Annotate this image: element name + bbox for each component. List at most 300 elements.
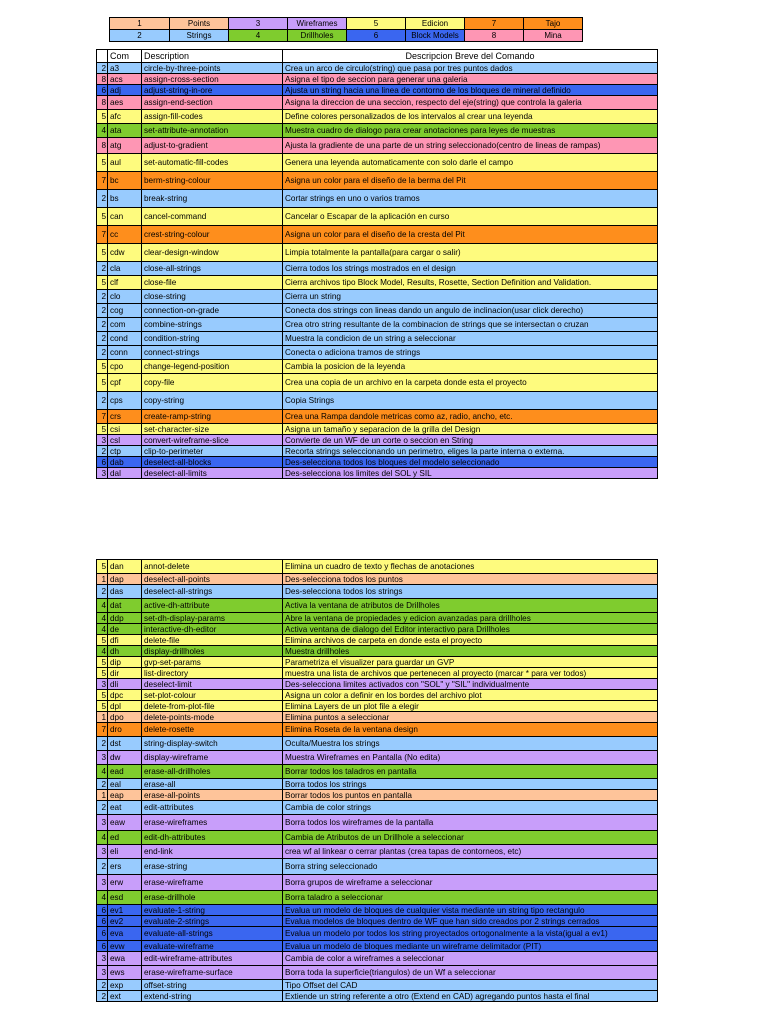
command-description: Borrar todos los taladros en pantalla bbox=[283, 765, 658, 779]
command-code: dli bbox=[108, 679, 142, 690]
commands-table-1 bbox=[96, 49, 658, 479]
command-name: crest-string-colour bbox=[142, 226, 283, 244]
header-description: Description bbox=[142, 50, 283, 63]
table-row bbox=[97, 468, 658, 479]
row-number: 2 bbox=[97, 304, 108, 318]
command-name: erase-wireframe-surface bbox=[142, 966, 283, 980]
legend-cell: 1 bbox=[110, 18, 170, 30]
command-code: cog bbox=[108, 304, 142, 318]
table-row bbox=[97, 585, 658, 599]
row-number: 5 bbox=[97, 424, 108, 435]
command-name: close-string bbox=[142, 290, 283, 304]
row-number: 5 bbox=[97, 154, 108, 172]
legend-cell: 3 bbox=[229, 18, 288, 30]
command-name: berm-string-colour bbox=[142, 172, 283, 190]
command-description: Asigna un color para el diseño de la cresta del Pit bbox=[283, 226, 658, 244]
command-code: com bbox=[108, 318, 142, 332]
legend-cell: 7 bbox=[465, 18, 524, 30]
legend-cell: 2 bbox=[110, 30, 170, 42]
row-number: 3 bbox=[97, 952, 108, 966]
command-code: dpo bbox=[108, 712, 142, 723]
table-row bbox=[97, 790, 658, 801]
command-code: aes bbox=[108, 96, 142, 110]
command-code: ctp bbox=[108, 446, 142, 457]
command-description: Borrar todos los puntos en pantalla bbox=[283, 790, 658, 801]
command-name: close-all-strings bbox=[142, 262, 283, 276]
table-row bbox=[97, 712, 658, 723]
command-description: Cambia la posicion de la leyenda bbox=[283, 360, 658, 374]
command-description: Cambia de Atributos de un Drillhole a seleccionar bbox=[283, 831, 658, 845]
command-description: Abre la ventana de propiedades y edicion avanzadas para drillholes bbox=[283, 613, 658, 624]
header-spanish-description: Descripcion Breve del Comando bbox=[283, 50, 658, 63]
command-description: Elimina Layers de un plot file a elegir bbox=[283, 701, 658, 712]
command-description: Elimina puntos a seleccionar bbox=[283, 712, 658, 723]
command-code: eal bbox=[108, 779, 142, 790]
command-description: Cierra archivos tipo Block Model, Results, Rosette, Section Definition and Validation. bbox=[283, 276, 658, 290]
header-com: Com bbox=[108, 50, 142, 63]
row-number: 4 bbox=[97, 831, 108, 845]
row-number: 2 bbox=[97, 346, 108, 360]
command-code: dap bbox=[108, 574, 142, 585]
command-code: cpf bbox=[108, 374, 142, 392]
legend-row bbox=[110, 30, 583, 42]
command-code: dat bbox=[108, 599, 142, 613]
command-name: display-wireframe bbox=[142, 751, 283, 765]
command-name: delete-points-mode bbox=[142, 712, 283, 723]
command-name: change-legend-position bbox=[142, 360, 283, 374]
table-row bbox=[97, 966, 658, 980]
command-code: dw bbox=[108, 751, 142, 765]
command-description: Des-selecciona todos los puntos bbox=[283, 574, 658, 585]
table-row bbox=[97, 124, 658, 138]
command-description: Crea una copia de un archivo en la carpeta donde esta el proyecto bbox=[283, 374, 658, 392]
command-code: csi bbox=[108, 424, 142, 435]
commands-table-2 bbox=[96, 559, 658, 1002]
table-row bbox=[97, 276, 658, 290]
row-number: 1 bbox=[97, 790, 108, 801]
command-code: esd bbox=[108, 891, 142, 905]
row-number: 8 bbox=[97, 96, 108, 110]
table-row bbox=[97, 815, 658, 831]
command-description: Borra string seleccionado bbox=[283, 859, 658, 875]
command-description: Evalua un modelo de bloques mediante un wireframe delimitador (PIT) bbox=[283, 941, 658, 952]
command-code: dan bbox=[108, 560, 142, 574]
command-name: edit-wireframe-attributes bbox=[142, 952, 283, 966]
command-description: Limpia totalmente la pantalla(para cargar o salir) bbox=[283, 244, 658, 262]
command-name: delete-from-plot-file bbox=[142, 701, 283, 712]
row-number: 5 bbox=[97, 374, 108, 392]
command-description: Activa la ventana de atributos de Drillholes bbox=[283, 599, 658, 613]
command-name: set-attribute-annotation bbox=[142, 124, 283, 138]
table-row bbox=[97, 74, 658, 85]
row-number: 3 bbox=[97, 815, 108, 831]
command-name: deselect-limit bbox=[142, 679, 283, 690]
command-name: active-dh-attribute bbox=[142, 599, 283, 613]
command-name: set-dh-display-params bbox=[142, 613, 283, 624]
table-row bbox=[97, 679, 658, 690]
legend-row bbox=[110, 18, 583, 30]
command-code: dab bbox=[108, 457, 142, 468]
command-description: Muestra Wireframes en Pantalla (No edita) bbox=[283, 751, 658, 765]
command-description: Conecta dos strings con lineas dando un angulo de inclinacion(usar click derecho) bbox=[283, 304, 658, 318]
row-number: 8 bbox=[97, 74, 108, 85]
command-description: Asigna un tamaño y separacion de la grilla del Design bbox=[283, 424, 658, 435]
command-code: ev1 bbox=[108, 905, 142, 916]
table-row bbox=[97, 845, 658, 859]
command-code: clo bbox=[108, 290, 142, 304]
legend-cell: Edicion bbox=[406, 18, 465, 30]
command-code: dro bbox=[108, 723, 142, 737]
row-number: 6 bbox=[97, 905, 108, 916]
table-row bbox=[97, 657, 658, 668]
command-name: circle-by-three-points bbox=[142, 63, 283, 74]
command-name: erase-all bbox=[142, 779, 283, 790]
row-number: 4 bbox=[97, 765, 108, 779]
table-row bbox=[97, 154, 658, 172]
command-description: Des-selecciona todos los bloques del modelo seleccionado bbox=[283, 457, 658, 468]
command-description: Elimina un cuadro de texto y flechas de anotaciones bbox=[283, 560, 658, 574]
command-description: Activa ventana de dialogo del Editor interactivo para Drillholes bbox=[283, 624, 658, 635]
table-row bbox=[97, 374, 658, 392]
table-row bbox=[97, 613, 658, 624]
table-row bbox=[97, 723, 658, 737]
row-number: 5 bbox=[97, 208, 108, 226]
table-row bbox=[97, 190, 658, 208]
command-code: ev2 bbox=[108, 916, 142, 927]
row-number: 4 bbox=[97, 891, 108, 905]
command-description: Asigna un color para el diseño de la berma del Pit bbox=[283, 172, 658, 190]
row-number: 2 bbox=[97, 318, 108, 332]
row-number: 2 bbox=[97, 290, 108, 304]
table-row bbox=[97, 392, 658, 410]
command-description: Des-selecciona todos los strings bbox=[283, 585, 658, 599]
table-row bbox=[97, 941, 658, 952]
command-code: dh bbox=[108, 646, 142, 657]
command-code: atg bbox=[108, 138, 142, 154]
command-name: deselect-all-blocks bbox=[142, 457, 283, 468]
row-number: 5 bbox=[97, 657, 108, 668]
row-number: 7 bbox=[97, 723, 108, 737]
command-name: copy-string bbox=[142, 392, 283, 410]
table-row bbox=[97, 690, 658, 701]
table-row bbox=[97, 779, 658, 790]
command-code: eva bbox=[108, 927, 142, 941]
table-row bbox=[97, 262, 658, 276]
command-description: Cambia de color strings bbox=[283, 801, 658, 815]
command-description: Evalua un modelo de bloques de cualquier vista mediante un string tipo rectangulo bbox=[283, 905, 658, 916]
command-name: adjust-to-gradient bbox=[142, 138, 283, 154]
table-row bbox=[97, 226, 658, 244]
command-name: erase-wireframes bbox=[142, 815, 283, 831]
table-row bbox=[97, 801, 658, 815]
command-name: convert-wireframe-slice bbox=[142, 435, 283, 446]
command-description: Crea otro string resultante de la combinacion de strings que se intersectan o cruzan bbox=[283, 318, 658, 332]
row-number: 4 bbox=[97, 646, 108, 657]
command-code: eat bbox=[108, 801, 142, 815]
legend-cell: Mina bbox=[524, 30, 583, 42]
table-row bbox=[97, 96, 658, 110]
command-code: ewa bbox=[108, 952, 142, 966]
row-number: 5 bbox=[97, 244, 108, 262]
command-code: eaw bbox=[108, 815, 142, 831]
command-code: ews bbox=[108, 966, 142, 980]
row-number: 3 bbox=[97, 845, 108, 859]
row-number: 2 bbox=[97, 63, 108, 74]
row-number: 3 bbox=[97, 875, 108, 891]
table-row bbox=[97, 905, 658, 916]
command-name: close-file bbox=[142, 276, 283, 290]
command-code: dal bbox=[108, 468, 142, 479]
command-description: Define colores personalizados de los intervalos al crear una leyenda bbox=[283, 110, 658, 124]
command-name: assign-end-section bbox=[142, 96, 283, 110]
command-code: ext bbox=[108, 991, 142, 1002]
table-row bbox=[97, 991, 658, 1002]
command-description: Genera una leyenda automaticamente con solo darle el campo bbox=[283, 154, 658, 172]
command-description: Cancelar o Escapar de la aplicación en curso bbox=[283, 208, 658, 226]
table-row bbox=[97, 346, 658, 360]
command-name: delete-file bbox=[142, 635, 283, 646]
row-number: 3 bbox=[97, 435, 108, 446]
command-description: Copia Strings bbox=[283, 392, 658, 410]
table-row bbox=[97, 927, 658, 941]
command-code: cla bbox=[108, 262, 142, 276]
command-code: cond bbox=[108, 332, 142, 346]
command-code: ddp bbox=[108, 613, 142, 624]
command-name: combine-strings bbox=[142, 318, 283, 332]
command-code: aul bbox=[108, 154, 142, 172]
table-row bbox=[97, 138, 658, 154]
command-description: Ajusta la gradiente de una parte de un string seleccionado(centro de lineas de rampas) bbox=[283, 138, 658, 154]
row-number: 3 bbox=[97, 679, 108, 690]
table-row bbox=[97, 635, 658, 646]
command-name: erase-string bbox=[142, 859, 283, 875]
command-code: afc bbox=[108, 110, 142, 124]
row-number: 4 bbox=[97, 613, 108, 624]
command-description: Asigna el tipo de seccion para generar una galeria bbox=[283, 74, 658, 85]
command-name: erase-drillhole bbox=[142, 891, 283, 905]
table-row bbox=[97, 831, 658, 845]
table-row bbox=[97, 599, 658, 613]
row-number: 7 bbox=[97, 410, 108, 424]
table-row bbox=[97, 875, 658, 891]
table-row bbox=[97, 916, 658, 927]
row-number: 1 bbox=[97, 574, 108, 585]
command-description: Crea un arco de circulo(string) que pasa por tres puntos dados bbox=[283, 63, 658, 74]
legend-cell: 4 bbox=[229, 30, 288, 42]
row-number: 4 bbox=[97, 124, 108, 138]
table-row bbox=[97, 244, 658, 262]
command-code: dst bbox=[108, 737, 142, 751]
command-code: cc bbox=[108, 226, 142, 244]
command-name: erase-wireframe bbox=[142, 875, 283, 891]
table-row bbox=[97, 318, 658, 332]
legend-cell: Drillholes bbox=[288, 30, 347, 42]
command-code: adj bbox=[108, 85, 142, 96]
command-code: acs bbox=[108, 74, 142, 85]
command-name: evaluate-all-strings bbox=[142, 927, 283, 941]
legend-cell: 6 bbox=[347, 30, 406, 42]
legend-cell: Points bbox=[170, 18, 229, 30]
command-name: evaluate-1-string bbox=[142, 905, 283, 916]
row-number: 2 bbox=[97, 991, 108, 1002]
command-code: ata bbox=[108, 124, 142, 138]
command-description: Cierra un string bbox=[283, 290, 658, 304]
row-number: 2 bbox=[97, 262, 108, 276]
row-number: 3 bbox=[97, 751, 108, 765]
command-code: cpo bbox=[108, 360, 142, 374]
command-name: break-string bbox=[142, 190, 283, 208]
command-description: Evalua un modelo por todos los string proyectados ortogonalmente a la vista(igual a ev1) bbox=[283, 927, 658, 941]
row-number: 1 bbox=[97, 712, 108, 723]
table-row bbox=[97, 290, 658, 304]
command-code: ed bbox=[108, 831, 142, 845]
command-description: Des-selecciona los limites del SOL y SIL bbox=[283, 468, 658, 479]
command-description: Borra taladro a seleccionar bbox=[283, 891, 658, 905]
table-row bbox=[97, 668, 658, 679]
command-name: deselect-all-strings bbox=[142, 585, 283, 599]
command-name: end-link bbox=[142, 845, 283, 859]
command-name: set-character-size bbox=[142, 424, 283, 435]
legend-cell: Strings bbox=[170, 30, 229, 42]
row-number: 4 bbox=[97, 599, 108, 613]
table-row bbox=[97, 360, 658, 374]
command-description: Asigna la direccion de una seccion, respecto del eje(string) que controla la galeria bbox=[283, 96, 658, 110]
command-description: Borra grupos de wireframe a seleccionar bbox=[283, 875, 658, 891]
legend-cell: 8 bbox=[465, 30, 524, 42]
command-description: Muestra cuadro de dialogo para crear anotaciones para leyes de muestras bbox=[283, 124, 658, 138]
table-row bbox=[97, 701, 658, 712]
command-description: Elimina Roseta de la ventana design bbox=[283, 723, 658, 737]
row-number: 3 bbox=[97, 468, 108, 479]
table-row bbox=[97, 859, 658, 875]
row-number: 5 bbox=[97, 560, 108, 574]
command-description: Convierte de un WF de un corte o seccion en String bbox=[283, 435, 658, 446]
command-code: dpc bbox=[108, 690, 142, 701]
command-code: a3 bbox=[108, 63, 142, 74]
command-name: gvp-set-params bbox=[142, 657, 283, 668]
command-name: interactive-dh-editor bbox=[142, 624, 283, 635]
command-name: erase-all-points bbox=[142, 790, 283, 801]
table-row bbox=[97, 980, 658, 991]
table-row bbox=[97, 765, 658, 779]
command-name: extend-string bbox=[142, 991, 283, 1002]
legend-cell: Block Models bbox=[406, 30, 465, 42]
command-name: evaluate-2-strings bbox=[142, 916, 283, 927]
command-description: Borra todos los strings bbox=[283, 779, 658, 790]
command-code: cps bbox=[108, 392, 142, 410]
command-name: set-automatic-fill-codes bbox=[142, 154, 283, 172]
command-code: bs bbox=[108, 190, 142, 208]
command-description: Asigna un color a definir en los bordes del archivo plot bbox=[283, 690, 658, 701]
row-number: 6 bbox=[97, 85, 108, 96]
command-code: conn bbox=[108, 346, 142, 360]
command-name: connect-strings bbox=[142, 346, 283, 360]
row-number: 5 bbox=[97, 360, 108, 374]
command-name: edit-dh-attributes bbox=[142, 831, 283, 845]
command-description: Parametriza el visualizer para guardar un GVP bbox=[283, 657, 658, 668]
command-description: Cierra todos los strings mostrados en el design bbox=[283, 262, 658, 276]
command-description: Cambia de color a wireframes a seleccionar bbox=[283, 952, 658, 966]
command-description: Ajusta un string hacia una linea de contorno de los bloques de mineral definido bbox=[283, 85, 658, 96]
table-row bbox=[97, 560, 658, 574]
table-row bbox=[97, 424, 658, 435]
command-description: Oculta/Muestra los strings bbox=[283, 737, 658, 751]
command-code: dip bbox=[108, 657, 142, 668]
row-number: 7 bbox=[97, 172, 108, 190]
command-code: de bbox=[108, 624, 142, 635]
command-name: deselect-all-limits bbox=[142, 468, 283, 479]
command-code: evw bbox=[108, 941, 142, 952]
command-description: Des-selecciona limites activados con "SOL" y "SIL" individualmente bbox=[283, 679, 658, 690]
command-code: ers bbox=[108, 859, 142, 875]
row-number: 5 bbox=[97, 701, 108, 712]
row-number: 2 bbox=[97, 585, 108, 599]
row-number: 2 bbox=[97, 801, 108, 815]
row-number: 5 bbox=[97, 690, 108, 701]
command-name: string-display-switch bbox=[142, 737, 283, 751]
row-number: 7 bbox=[97, 226, 108, 244]
command-description: Tipo Offset del CAD bbox=[283, 980, 658, 991]
command-name: adjust-string-in-ore bbox=[142, 85, 283, 96]
row-number: 5 bbox=[97, 635, 108, 646]
command-name: clear-design-window bbox=[142, 244, 283, 262]
command-code: clf bbox=[108, 276, 142, 290]
table-row bbox=[97, 410, 658, 424]
command-name: deselect-all-points bbox=[142, 574, 283, 585]
table-row bbox=[97, 624, 658, 635]
table-row bbox=[97, 952, 658, 966]
command-name: clip-to-perimeter bbox=[142, 446, 283, 457]
command-description: Elimina archivos de carpeta en donde esta el proyecto bbox=[283, 635, 658, 646]
row-number: 4 bbox=[97, 624, 108, 635]
command-description: Evalua modelos de bloques dentro de WF que han sido creados por 2 strings cerrados bbox=[283, 916, 658, 927]
command-name: evaluate-wireframe bbox=[142, 941, 283, 952]
table-row bbox=[97, 891, 658, 905]
command-description: Muestra drillholes bbox=[283, 646, 658, 657]
table-row bbox=[97, 751, 658, 765]
row-number: 6 bbox=[97, 457, 108, 468]
command-code: dir bbox=[108, 668, 142, 679]
table-row bbox=[97, 457, 658, 468]
command-name: condition-string bbox=[142, 332, 283, 346]
command-code: dfi bbox=[108, 635, 142, 646]
table-row bbox=[97, 435, 658, 446]
table-row bbox=[97, 737, 658, 751]
command-name: offset-string bbox=[142, 980, 283, 991]
row-number: 2 bbox=[97, 332, 108, 346]
command-name: connection-on-grade bbox=[142, 304, 283, 318]
command-name: annot-delete bbox=[142, 560, 283, 574]
command-name: edit-attributes bbox=[142, 801, 283, 815]
row-number: 3 bbox=[97, 966, 108, 980]
command-description: Muestra la condicion de un string a seleccionar bbox=[283, 332, 658, 346]
command-code: bc bbox=[108, 172, 142, 190]
table-row bbox=[97, 172, 658, 190]
command-code: eli bbox=[108, 845, 142, 859]
table-row bbox=[97, 110, 658, 124]
row-number: 2 bbox=[97, 446, 108, 457]
color-legend bbox=[109, 17, 583, 42]
table-row bbox=[97, 208, 658, 226]
row-number: 6 bbox=[97, 916, 108, 927]
row-number: 5 bbox=[97, 276, 108, 290]
command-description: Extiende un string referente a otro (Extend en CAD) agregando puntos hasta el final bbox=[283, 991, 658, 1002]
command-name: set-plot-colour bbox=[142, 690, 283, 701]
command-name: assign-fill-codes bbox=[142, 110, 283, 124]
command-name: cancel-command bbox=[142, 208, 283, 226]
command-code: csl bbox=[108, 435, 142, 446]
command-name: delete-rosette bbox=[142, 723, 283, 737]
